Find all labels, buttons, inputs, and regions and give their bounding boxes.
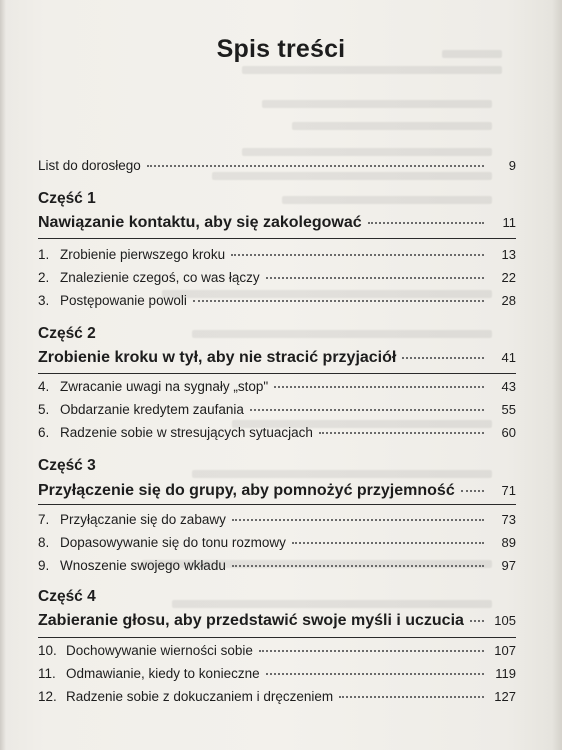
toc-entry-label: Przyłączanie się do zabawy <box>60 512 226 527</box>
part-header: Część 1 <box>38 190 96 207</box>
toc-part-title[interactable] <box>38 482 516 500</box>
toc-page-number: 11 <box>502 215 516 230</box>
toc-chapter-entry[interactable] <box>38 247 516 262</box>
chapter-number: 8. <box>38 535 50 550</box>
dot-leader <box>461 489 484 492</box>
divider <box>38 238 516 239</box>
toc-chapter-entry[interactable] <box>38 293 516 308</box>
chapter-number: 1. <box>38 247 50 262</box>
toc-page-number: 60 <box>501 425 516 440</box>
chapter-number: 4. <box>38 379 50 394</box>
toc-chapter-entry[interactable] <box>38 425 516 440</box>
toc-entry-label: Odmawianie, kiedy to konieczne <box>66 666 260 681</box>
toc-entry-label: Zwracanie uwagi na sygnały „stop" <box>60 379 269 394</box>
dot-leader <box>292 541 484 544</box>
toc-page-number: 22 <box>501 270 516 285</box>
toc-entry-label: Znalezienie czegoś, co was łączy <box>60 270 260 285</box>
toc-entry-label: Postępowanie powoli <box>60 293 187 308</box>
dot-leader <box>266 672 484 675</box>
toc-page-number: 119 <box>495 666 516 681</box>
toc-page-number: 9 <box>508 158 516 173</box>
toc-page-number: 97 <box>501 558 516 573</box>
toc-page-number: 13 <box>501 247 516 262</box>
toc-entry-label: Przyłączenie się do grupy, aby pomnożyć przyjemność <box>38 482 455 499</box>
dot-leader <box>259 649 484 652</box>
chapter-number: 11. <box>38 666 56 681</box>
toc-chapter-entry[interactable] <box>38 643 516 658</box>
chapter-number: 2. <box>38 270 50 285</box>
chapter-number: 3. <box>38 293 50 308</box>
divider <box>38 373 516 374</box>
toc-part-title[interactable] <box>38 612 516 630</box>
toc-chapter-entry[interactable] <box>38 689 516 704</box>
chapter-number: 5. <box>38 402 50 417</box>
chapter-number: 10. <box>38 643 57 658</box>
toc-chapter-entry[interactable] <box>38 512 516 527</box>
toc-entry-label: Zabieranie głosu, aby przedstawić swoje myśli i uczucia <box>38 612 464 629</box>
toc-page-number: 73 <box>501 512 516 527</box>
part-header: Część 4 <box>38 588 96 605</box>
toc-entry-label: Radzenie sobie z dokuczaniem i dręczeniem <box>66 689 334 704</box>
part-header: Część 3 <box>38 457 96 474</box>
toc-entry-label: Radzenie sobie w stresujących sytuacjach <box>60 425 313 440</box>
toc-page-number: 107 <box>494 643 516 658</box>
dot-leader <box>250 408 484 411</box>
toc-page-number: 28 <box>501 293 516 308</box>
dot-leader <box>470 619 484 622</box>
chapter-number: 7. <box>38 512 50 527</box>
toc-entry-label: Zrobienie kroku w tył, aby nie stracić przyjaciół <box>38 349 397 366</box>
dot-leader <box>274 385 484 388</box>
dot-leader <box>402 356 484 359</box>
toc-part-title[interactable] <box>38 214 516 232</box>
dot-leader <box>319 431 484 434</box>
toc-entry-label: Nawiązanie kontaktu, aby się zakolegować <box>38 214 362 231</box>
toc-page-number: 127 <box>494 689 516 704</box>
divider <box>38 637 516 638</box>
toc-chapter-entry[interactable] <box>38 270 516 285</box>
toc-entry-label: Zrobienie pierwszego kroku <box>60 247 226 262</box>
part-header: Część 2 <box>38 325 96 342</box>
toc-page-number: 43 <box>501 379 516 394</box>
toc-page-number: 71 <box>501 483 516 498</box>
dot-leader <box>232 518 484 521</box>
dot-leader <box>368 221 484 224</box>
toc-page-number: 89 <box>501 535 516 550</box>
toc-page-number: 41 <box>501 350 516 365</box>
toc-chapter-entry[interactable] <box>38 558 516 573</box>
dot-leader <box>193 299 484 302</box>
toc-entry-label: Dopasowywanie się do tonu rozmowy <box>60 535 286 550</box>
dot-leader <box>339 695 484 698</box>
toc-chapter-entry[interactable] <box>38 379 516 394</box>
toc-entry-label: Wnoszenie swojego wkładu <box>60 558 226 573</box>
chapter-number: 9. <box>38 558 50 573</box>
toc-page-number: 55 <box>501 402 516 417</box>
page-title: Spis treści <box>216 35 346 63</box>
toc-part-title[interactable] <box>38 349 516 367</box>
toc-page-number: 105 <box>494 613 516 628</box>
toc-chapter-entry[interactable] <box>38 535 516 550</box>
toc-chapter-entry[interactable] <box>38 666 516 681</box>
chapter-number: 12. <box>38 689 57 704</box>
chapter-number: 6. <box>38 425 50 440</box>
toc-entry-label: Dochowywanie wierności sobie <box>66 643 253 658</box>
toc-entry-intro[interactable] <box>38 158 516 173</box>
toc-entry-label: Obdarzanie kredytem zaufania <box>60 402 244 417</box>
toc-entry-label: List do dorosłego <box>38 158 141 173</box>
dot-leader <box>147 164 484 167</box>
toc-chapter-entry[interactable] <box>38 402 516 417</box>
divider <box>38 504 516 505</box>
dot-leader <box>231 253 484 256</box>
dot-leader <box>266 276 484 279</box>
dot-leader <box>232 564 484 567</box>
